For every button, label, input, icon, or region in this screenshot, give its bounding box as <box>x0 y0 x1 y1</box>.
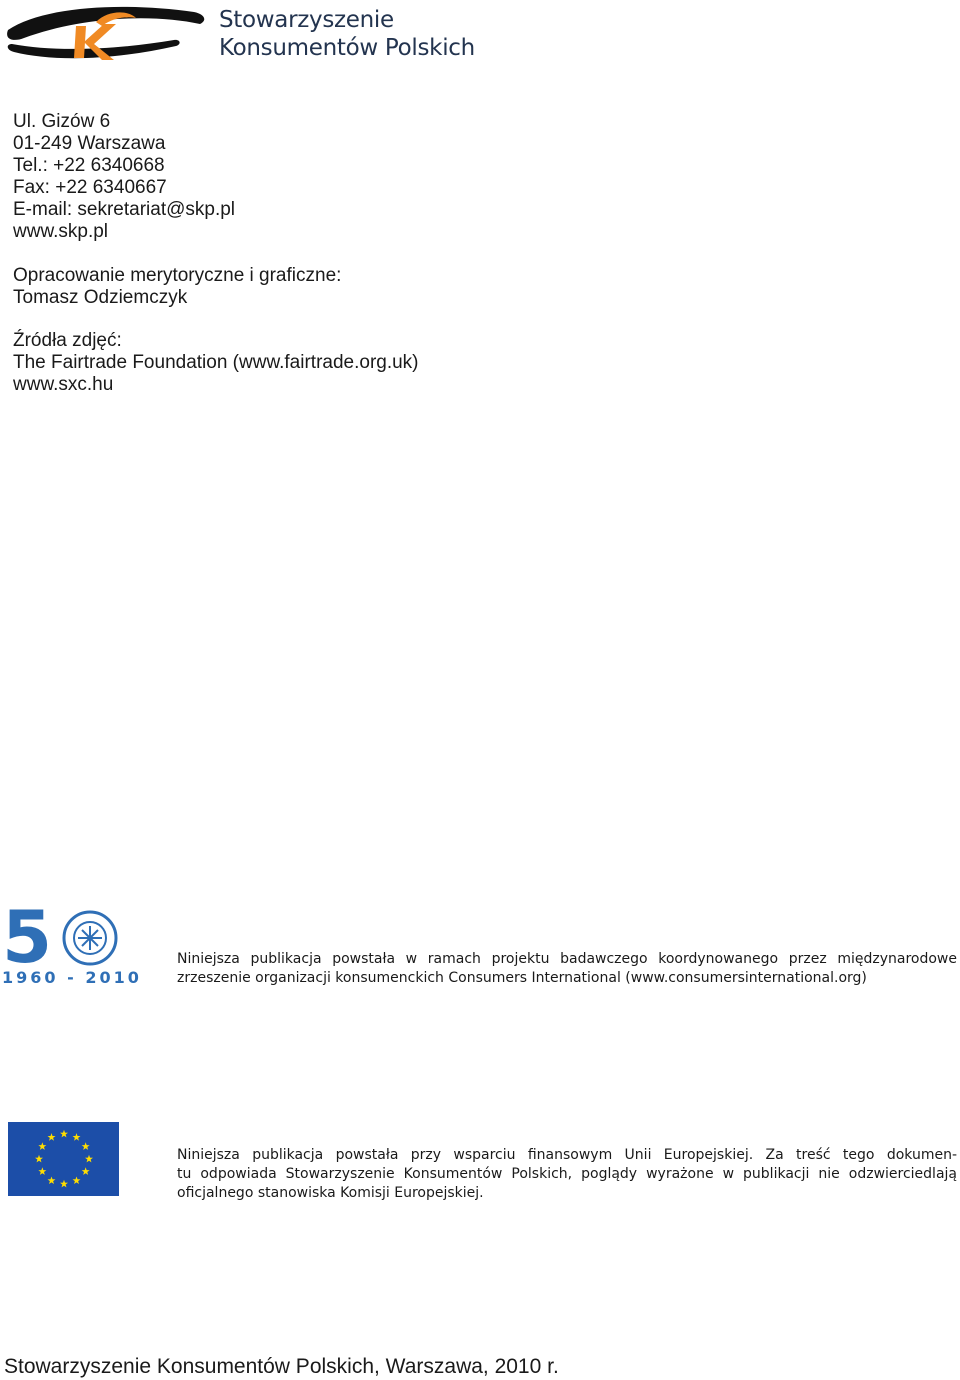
eu-star-icon <box>48 1176 56 1184</box>
contact-block <box>13 111 235 243</box>
eu-star-icon <box>48 1133 56 1141</box>
ci-logo-years: 1960 - 2010 <box>2 968 142 987</box>
eu-star-icon <box>38 1142 46 1150</box>
eu-star-icon <box>82 1167 90 1175</box>
org-name-line2: Konsumentów Polskich <box>219 35 475 61</box>
ci-text-line: zrzeszenie organizacji konsumenckich Consumers International (www.consumersinternational.org) <box>177 970 867 986</box>
website: www.skp.pl <box>13 221 109 242</box>
eu-flag-icon <box>8 1122 119 1196</box>
ci-50-years-icon <box>2 900 126 970</box>
source-item: The Fairtrade Foundation (www.fairtrade.org.uk) <box>13 352 419 373</box>
skp-k-logo-icon <box>4 0 214 66</box>
eu-star-icon <box>60 1180 68 1188</box>
credits-block <box>13 265 341 309</box>
eu-star-icon <box>60 1130 68 1138</box>
eu-star-icon <box>85 1155 93 1163</box>
credits-heading: Opracowanie merytoryczne i graficzne: <box>13 265 342 286</box>
eu-star-icon <box>35 1155 43 1163</box>
consumers-international-logo <box>2 900 142 994</box>
source-item: www.sxc.hu <box>13 374 114 395</box>
email: E-mail: sekretariat@skp.pl <box>13 199 236 220</box>
ci-description <box>177 950 957 988</box>
address-city: 01-249 Warszawa <box>13 133 166 154</box>
org-name-line1: Stowarzyszenie <box>219 7 394 33</box>
eu-star-icon <box>38 1167 46 1175</box>
sources-heading: Źródła zdjęć: <box>13 330 122 351</box>
eu-star-icon <box>73 1133 81 1141</box>
phone: Tel.: +22 6340668 <box>13 155 165 176</box>
address-street: Ul. Gizów 6 <box>13 111 111 132</box>
footer-publisher: Stowarzyszenie Konsumentów Polskich, Warszawa, 2010 r. <box>4 1355 559 1378</box>
eu-text-line: Niniejsza publikacja powstała przy wsparciu finansowym Unii Europejskiej. Za treść tego dokumen- <box>177 1147 957 1163</box>
svg-text:5: 5 <box>2 900 53 970</box>
fax: Fax: +22 6340667 <box>13 177 167 198</box>
photo-sources-block <box>13 330 419 396</box>
credits-author: Tomasz Odziemczyk <box>13 287 188 308</box>
skp-logo <box>4 0 475 66</box>
eu-text-line: tu odpowiada Stowarzyszenie Konsumentów Polskich, poglądy wyrażone w publikacji nie odzwierciedlają <box>177 1166 957 1182</box>
eu-funding-notice <box>177 1146 957 1203</box>
eu-star-icon <box>73 1176 81 1184</box>
eu-star-icon <box>82 1142 90 1150</box>
ci-text-line: Niniejsza publikacja powstała w ramach projektu badawczego koordynowanego przez międzynarodowe <box>177 951 957 967</box>
eu-text-line: oficjalnego stanowiska Komisji Europejskiej. <box>177 1185 484 1201</box>
